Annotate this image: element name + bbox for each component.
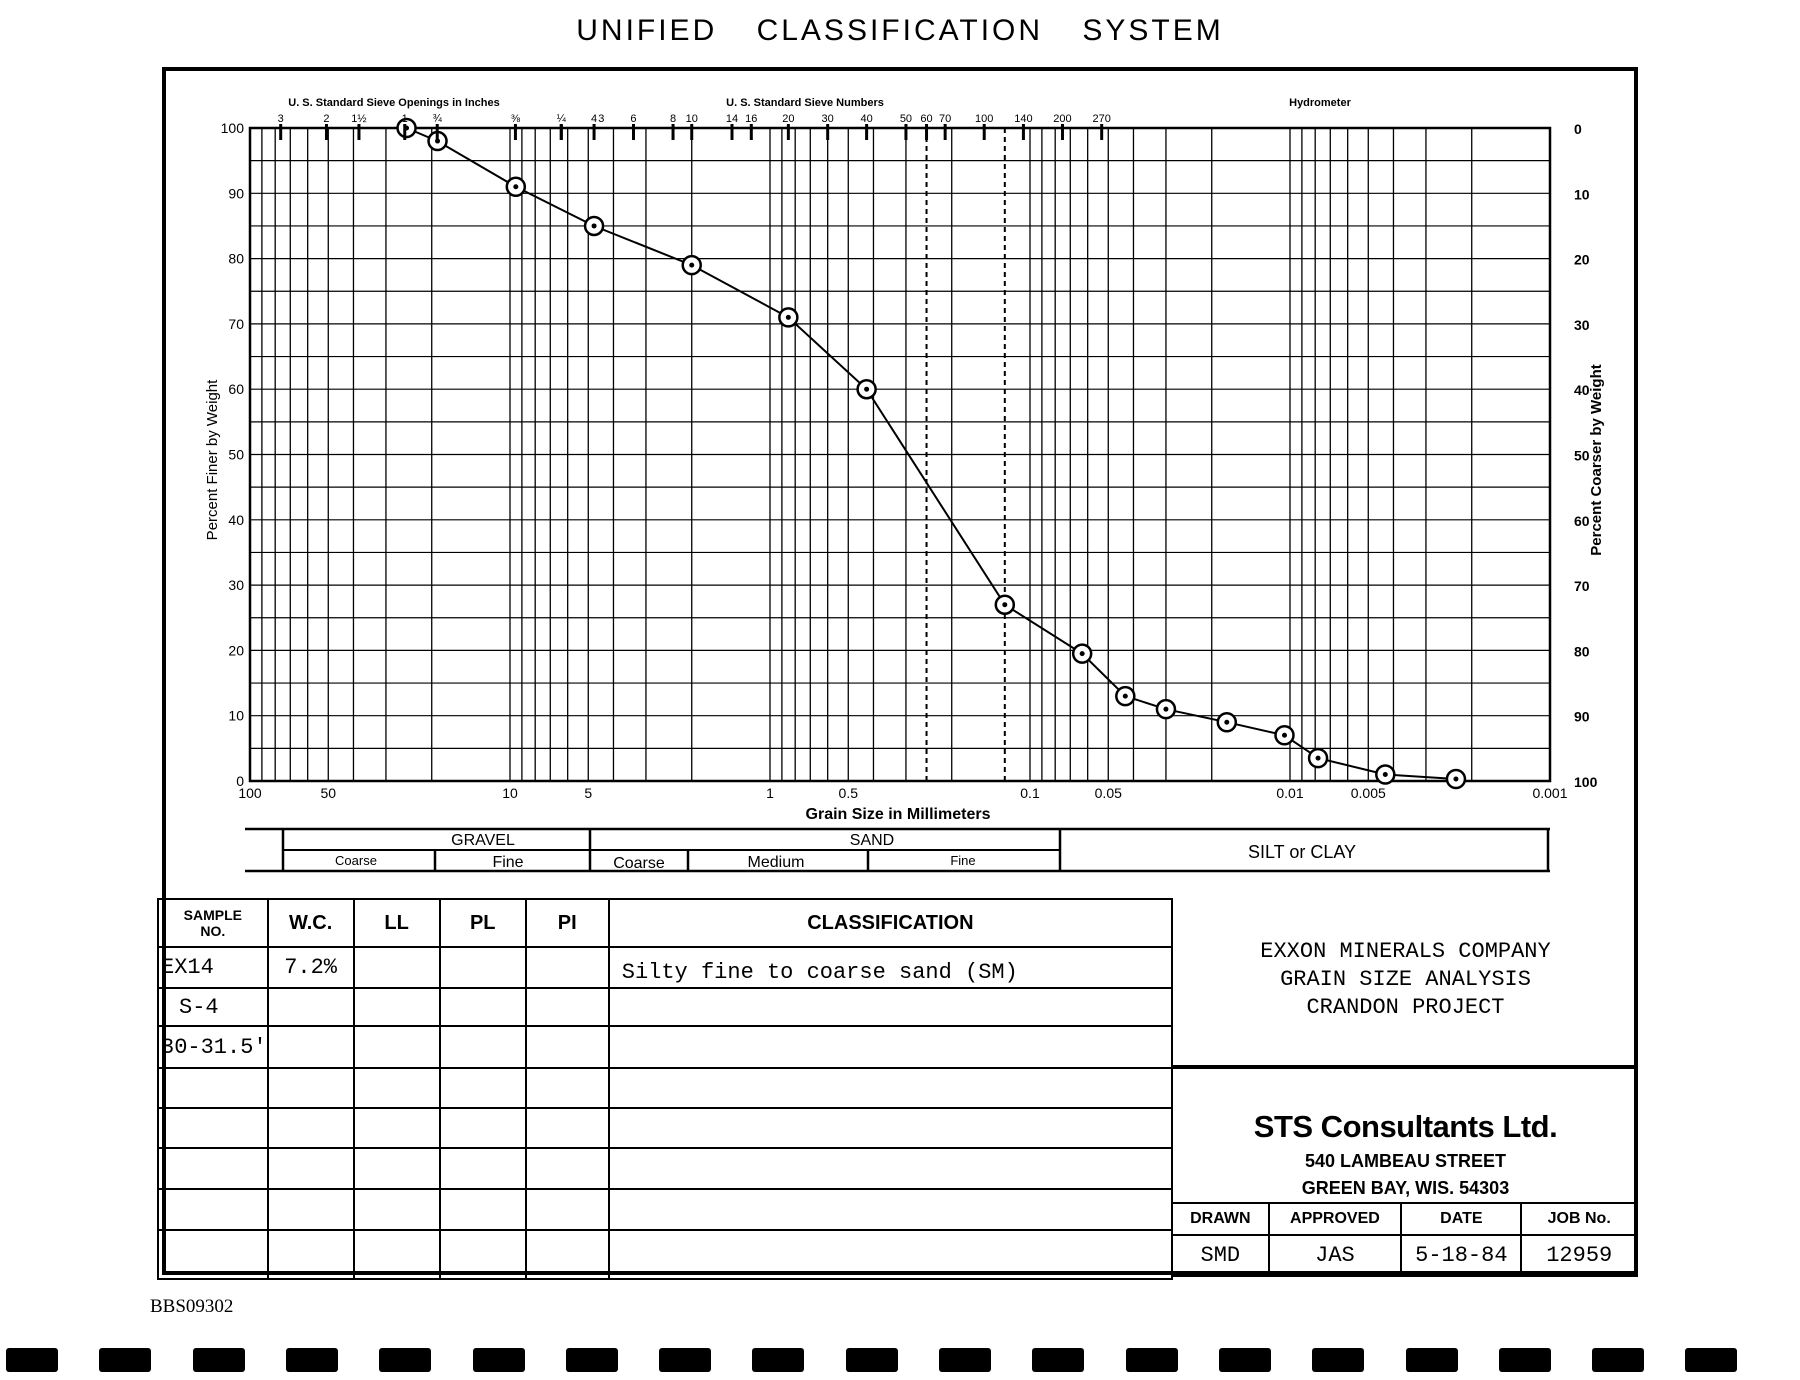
- ll-header: LL: [354, 899, 440, 947]
- wc-header: W.C.: [268, 899, 354, 947]
- y2-tick-label: 10: [1574, 186, 1590, 203]
- y2-tick-label: 70: [1574, 578, 1590, 595]
- x-tick-label: 5: [584, 785, 593, 801]
- x-tick-label: 0.01: [1276, 785, 1304, 801]
- data-point-dot: [689, 263, 694, 268]
- data-point-dot: [1282, 733, 1287, 738]
- registration-mark: [939, 1348, 991, 1372]
- table-row: [158, 1230, 1172, 1279]
- sieve-number-label: 60: [920, 113, 933, 125]
- table-row: [158, 1026, 1172, 1068]
- sieve-number-label: 40: [860, 113, 873, 125]
- table-row: [158, 1068, 1172, 1108]
- table-row: [158, 988, 1172, 1026]
- registration-mark: [1685, 1348, 1737, 1372]
- x-tick-label: 50: [320, 785, 337, 801]
- data-point-dot: [513, 184, 518, 189]
- sieve-number-label: 50: [899, 113, 913, 125]
- sample-table: [157, 898, 1173, 1280]
- x-axis-label: Grain Size in Millimeters: [805, 806, 991, 823]
- classification-value: Silty fine to coarse sand (SM): [609, 947, 1172, 988]
- sieve-opening-label: ⅜: [510, 113, 521, 125]
- sieve-number-label: 4: [590, 113, 598, 125]
- sieve-opening-label: 1: [401, 113, 408, 125]
- y-axis-label: Percent Finer by Weight: [204, 379, 221, 541]
- y2-tick-label: 80: [1574, 643, 1590, 660]
- y-tick-label: 70: [228, 315, 244, 332]
- registration-mark: [1032, 1348, 1084, 1372]
- client-block: [1171, 898, 1638, 1069]
- y2-tick-label: 50: [1574, 447, 1590, 464]
- approval-label-row: [1172, 1203, 1637, 1235]
- date-label: DATE: [1401, 1203, 1521, 1235]
- y-tick-label: 60: [228, 381, 244, 398]
- hydrometer-caption: Hydrometer: [1289, 97, 1351, 109]
- registration-mark: [286, 1348, 338, 1372]
- pi-value: [526, 947, 609, 988]
- data-point-dot: [592, 223, 597, 228]
- y2-tick-label: 100: [1574, 774, 1598, 790]
- y2-tick-label: 90: [1574, 708, 1590, 725]
- y-tick-label: 80: [228, 250, 244, 267]
- registration-mark: [1312, 1348, 1364, 1372]
- x-tick-label: 10: [502, 785, 518, 801]
- silt-clay-label: SILT or CLAY: [1247, 842, 1357, 862]
- data-point-dot: [1123, 694, 1128, 699]
- report-title: GRAIN SIZE ANALYSIS: [1280, 967, 1531, 992]
- data-point-dot: [1002, 602, 1007, 607]
- approved-value: JAS: [1269, 1235, 1402, 1276]
- x-tick-label: 0.5: [838, 785, 859, 801]
- sand-medium-label: Medium: [747, 854, 805, 871]
- x-tick-label: 0.005: [1350, 785, 1386, 801]
- sieve-number-label: 14: [725, 113, 739, 125]
- firm-address-street: 540 LAMBEAU STREET: [1304, 1151, 1507, 1171]
- sand-label: SAND: [849, 832, 895, 849]
- sieve-number-label: 6: [630, 113, 637, 125]
- sieve-numbers-caption: U. S. Standard Sieve Numbers: [726, 97, 884, 109]
- drawn-label: DRAWN: [1172, 1203, 1269, 1235]
- data-point-dot: [1383, 772, 1388, 777]
- sieve-opening-label: 2: [323, 113, 330, 125]
- y-tick-label: 100: [220, 120, 244, 136]
- data-point-dot: [864, 387, 869, 392]
- chart-series: [398, 119, 1465, 788]
- sample-header-line2: NO.: [200, 923, 226, 939]
- sieve-number-label: 10: [685, 113, 698, 125]
- table-row: [158, 947, 1172, 988]
- firm-name: STS Consultants Ltd.: [1253, 1109, 1558, 1144]
- y2-tick-label: 40: [1574, 382, 1590, 399]
- sample-no-header: [158, 899, 268, 947]
- firm-block: [1171, 1069, 1638, 1202]
- registration-mark: [846, 1348, 898, 1372]
- sieve-number-label: 100: [975, 113, 994, 125]
- sand-fine-label: Fine: [950, 853, 976, 868]
- y2-tick-label: 20: [1574, 251, 1590, 268]
- sample-header-line1: SAMPLE: [183, 907, 242, 923]
- firm-address-city: GREEN BAY, WIS. 54303: [1301, 1178, 1510, 1198]
- gravel-label: GRAVEL: [451, 832, 515, 849]
- table-header-row: [158, 899, 1172, 947]
- sieve-number-label: 16: [745, 113, 758, 125]
- approval-value-row: [1172, 1235, 1637, 1276]
- sieve-number-label: 70: [939, 113, 952, 125]
- x-tick-label: 100: [238, 785, 262, 801]
- y-tick-label: 0: [236, 773, 244, 789]
- y-tick-label: 40: [228, 511, 244, 528]
- gravel-coarse-label: Coarse: [335, 853, 377, 868]
- y-tick-label: 90: [228, 185, 244, 202]
- job-no-label: JOB No.: [1521, 1203, 1637, 1235]
- document-id: BBS09302: [150, 1296, 234, 1317]
- registration-mark: [1592, 1348, 1644, 1372]
- registration-mark: [193, 1348, 245, 1372]
- sieve-number-label: 270: [1092, 113, 1111, 125]
- registration-mark: [1219, 1348, 1271, 1372]
- sieve-number-label: 30: [821, 113, 834, 125]
- registration-mark: [1406, 1348, 1458, 1372]
- wc-value: 7.2%: [268, 947, 354, 988]
- sieve-opening-label: 1½: [351, 113, 367, 125]
- table-row: [158, 1189, 1172, 1230]
- project-name: CRANDON PROJECT: [1306, 995, 1505, 1020]
- sieve-number-label: 8: [669, 113, 677, 125]
- sieve-number-label: 140: [1014, 113, 1033, 125]
- job-no-value: 12959: [1521, 1235, 1637, 1276]
- sand-coarse-label: Coarse: [613, 855, 665, 872]
- page-title: UNIFIED CLASSIFICATION SYSTEM: [576, 14, 1224, 47]
- chart-labels: [204, 97, 1605, 823]
- approved-label: APPROVED: [1269, 1203, 1402, 1235]
- y-tick-label: 20: [228, 642, 244, 659]
- client-name: EXXON MINERALS COMPANY: [1260, 939, 1551, 964]
- ll-value: [354, 947, 440, 988]
- registration-mark: [473, 1348, 525, 1372]
- pi-header: PI: [526, 899, 609, 947]
- data-point-dot: [1224, 720, 1229, 725]
- sieve-opening-label: ¼: [556, 113, 566, 125]
- approval-table: [1171, 1202, 1638, 1277]
- pl-header: PL: [440, 899, 526, 947]
- y2-tick-label: 60: [1574, 512, 1590, 529]
- sample-line-1: EX14: [158, 947, 268, 988]
- data-point-dot: [1080, 651, 1085, 656]
- registration-mark: [99, 1348, 151, 1372]
- registration-mark: [1126, 1348, 1178, 1372]
- registration-mark: [1499, 1348, 1551, 1372]
- sieve-opening-label: 3: [277, 113, 284, 125]
- data-point-dot: [786, 315, 791, 320]
- pl-value: [440, 947, 526, 988]
- data-point-dot: [1163, 707, 1168, 712]
- x-tick-label: 0.05: [1094, 785, 1122, 801]
- drawn-value: SMD: [1172, 1235, 1269, 1276]
- y2-tick-label: 30: [1574, 316, 1590, 333]
- gradation-bar: [245, 829, 1550, 872]
- registration-mark: [566, 1348, 618, 1372]
- registration-mark: [659, 1348, 711, 1372]
- y-tick-label: 50: [228, 446, 244, 463]
- chart-grid: [250, 128, 1550, 781]
- x-tick-label: 0.1: [1020, 785, 1040, 801]
- y-tick-label: 30: [228, 577, 244, 594]
- x-tick-label: 0.001: [1532, 785, 1568, 801]
- classification-header: CLASSIFICATION: [609, 899, 1172, 947]
- y2-axis-label: Percent Coarser by Weight: [1588, 364, 1605, 556]
- x-tick-label: 1: [766, 785, 774, 801]
- y-tick-label: 10: [228, 707, 244, 724]
- registration-mark: [6, 1348, 58, 1372]
- sieve-openings-caption: U. S. Standard Sieve Openings in Inches: [288, 97, 500, 109]
- sieve-opening-label: ¾: [432, 113, 442, 125]
- sieve-number-label: 3: [598, 113, 605, 125]
- sieve-number-label: 200: [1053, 113, 1072, 125]
- data-point-dot: [1316, 756, 1321, 761]
- sample-line-3: 30-31.5': [158, 1026, 268, 1068]
- table-row: [158, 1108, 1172, 1148]
- table-row: [158, 1148, 1172, 1189]
- data-point-dot: [1453, 777, 1458, 782]
- gravel-fine-label: Fine: [492, 854, 524, 871]
- sieve-number-label: 20: [782, 113, 795, 125]
- sample-line-2: S-4: [158, 988, 268, 1026]
- date-value: 5-18-84: [1401, 1235, 1521, 1276]
- registration-mark: [379, 1348, 431, 1372]
- y2-tick-label: 0: [1574, 121, 1582, 137]
- registration-mark: [752, 1348, 804, 1372]
